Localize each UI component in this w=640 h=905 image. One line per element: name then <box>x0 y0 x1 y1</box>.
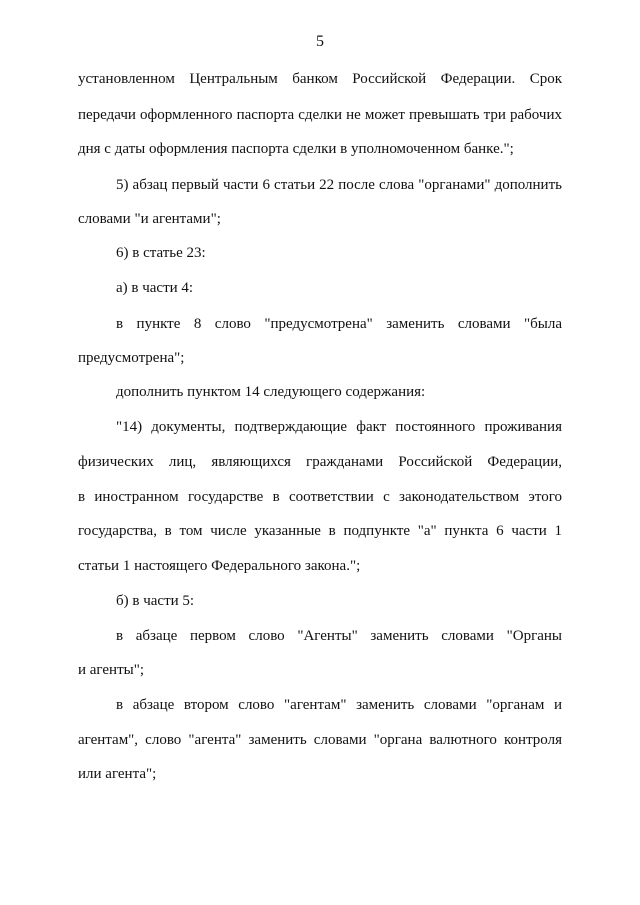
text-line: физических лиц, являющихся гражданами Российской Федерации, <box>78 454 562 470</box>
text-line: предусмотрена"; <box>78 350 185 366</box>
text-line: в пункте 8 слово "предусмотрена" заменить словами "была <box>116 316 562 332</box>
text-line: дня с даты оформления паспорта сделки в уполномоченном банке."; <box>78 141 514 157</box>
text-line: государства, в том числе указанные в подпункте "а" пункта 6 части 1 <box>78 523 562 539</box>
text-line: в абзаце первом слово "Агенты" заменить словами "Органы <box>116 628 562 644</box>
text-line: "14) документы, подтверждающие факт постоянного проживания <box>116 419 562 435</box>
text-line: статьи 1 настоящего Федерального закона."; <box>78 558 361 574</box>
text-line: 6) в статье 23: <box>116 245 206 261</box>
text-line: дополнить пунктом 14 следующего содержания: <box>116 384 426 400</box>
text-line: и агенты"; <box>78 662 144 678</box>
text-line: в иностранном государстве в соответствии с законодательством этого <box>78 489 562 505</box>
text-line: 5) абзац первый части 6 статьи 22 после слова "органами" дополнить <box>116 177 562 193</box>
text-line: установленном Центральным банком Российской Федерации. Срок <box>78 71 562 87</box>
text-line: словами "и агентами"; <box>78 211 221 227</box>
text-line: б) в части 5: <box>116 593 195 609</box>
text-line: а) в части 4: <box>116 280 194 296</box>
text-line: или агента"; <box>78 766 157 782</box>
page-number: 5 <box>316 33 324 50</box>
text-line: агентам", слово "агента" заменить словами "органа валютного контроля <box>78 732 562 748</box>
text-line: передачи оформленного паспорта сделки не может превышать три рабочих <box>78 107 562 123</box>
text-line: в абзаце втором слово "агентам" заменить словами "органам и <box>116 697 562 713</box>
